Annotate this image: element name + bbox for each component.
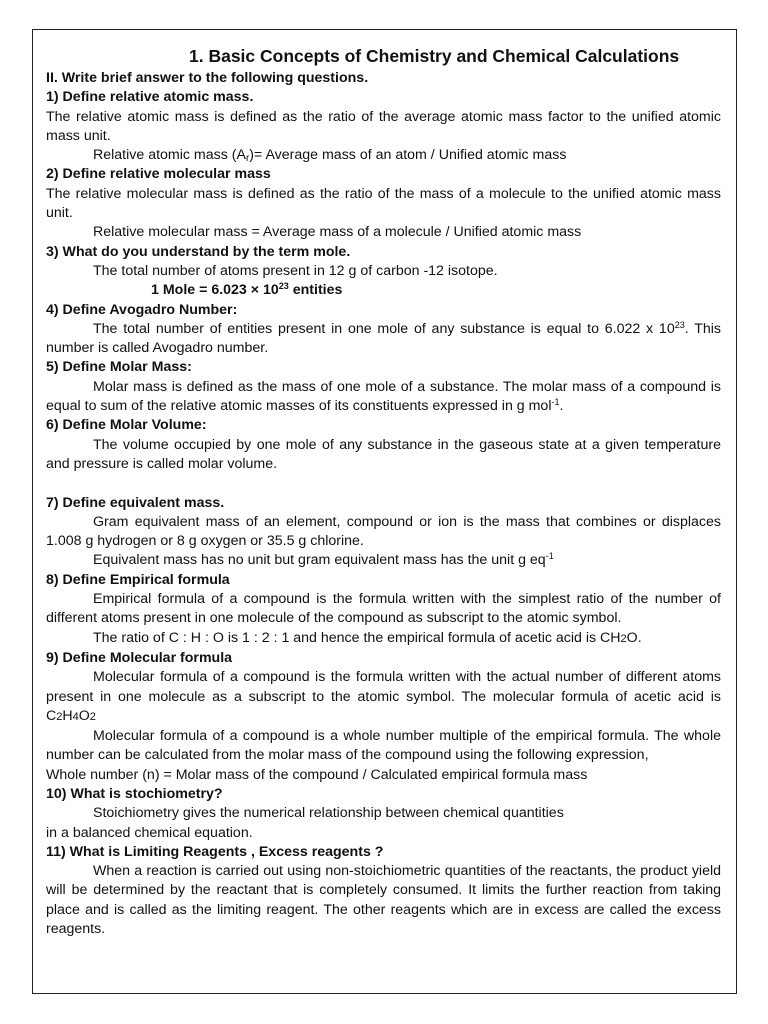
question-5-heading: 5) Define Molar Mass:: [46, 359, 192, 376]
question-11-answer: When a reaction is carried out using non-stoichiometric quantities of the reactants, the product yield will be determined by the reactant that is completely consumed. It limits the further reaction from taking place and is called as the limiting reagent. The other reagents which are in excess are called the excess reagents.: [46, 863, 721, 938]
document-content: [46, 44, 721, 939]
question-10-heading: 10) What is stochiometry?: [46, 785, 223, 802]
question-10-answer-line-2: in a balanced chemical equation.: [46, 824, 253, 841]
question-2-answer: The relative molecular mass is defined as the ratio of the mass of a molecule to the unified atomic mass unit.: [46, 185, 721, 222]
question-9-heading: 9) Define Molecular formula: [46, 649, 233, 666]
question-4-answer: The total number of entities present in one mole of any substance is equal to 6.022 x $10^{23}$. This number is called Avogadro number.: [46, 319, 721, 357]
question-3-mole-formula: 1 Mole = $6.023 \times 10^{23}$ entities: [151, 281, 343, 299]
question-8-answer: Empirical formula of a compound is the formula written with the simplest ratio of the number of different atoms present in one molecule of the compound as subscript to the atomic symbol.: [46, 591, 721, 627]
question-9-answer: Molecular formula of a compound is the formula written with the actual number of different atoms present in one molecule as a subscript to the atomic symbol. The molecular formula of acetic acid is C2H4O2: [46, 669, 721, 724]
question-10-answer-line-1: Stoichiometry gives the numerical relationship between chemical quantities: [93, 805, 564, 822]
section-heading: II. Write brief answer to the following questions.: [46, 70, 369, 86]
question-6-heading: 6) Define Molar Volume:: [46, 417, 207, 434]
question-7-note: Equivalent mass has no unit but gram equivalent mass has the unit g $eq^{-1}$: [93, 551, 554, 569]
question-2-formula: Relative molecular mass = Average mass of a molecule / Unified atomic mass: [93, 224, 582, 241]
question-1-heading: 1) Define relative atomic mass.: [46, 89, 254, 106]
question-4-heading: 4) Define Avogadro Number:: [46, 301, 238, 318]
page-title: 1. Basic Concepts of Chemistry and Chemical Calculations: [189, 46, 680, 66]
question-7-answer: Gram equivalent mass of an element, compound or ion is the mass that combines or displaces 1.008 g hydrogen or 8 g oxygen or 35.5 g chlorine.: [46, 513, 721, 550]
question-7-heading: 7) Define equivalent mass.: [46, 494, 225, 511]
spacer: [46, 474, 721, 493]
question-5-answer: Molar mass is defined as the mass of one mole of a substance. The molar mass of a compound is equal to sum of the relative atomic masses of its constituents expressed in g mol$^{-1}$.: [46, 378, 721, 415]
question-8-heading: 8) Define Empirical formula: [46, 571, 230, 588]
question-8-ratio: The ratio of C : H : O is 1 : 2 : 1 and hence the empirical formula of acetic acid is CH2O.: [93, 629, 642, 646]
question-3-answer: The total number of atoms present in 12 g of carbon -12 isotope.: [93, 262, 498, 279]
question-9-formula: Whole number (n) = Molar mass of the compound / Calculated empirical formula mass: [46, 766, 588, 783]
question-1-answer: The relative atomic mass is defined as the ratio of the average atomic mass factor to the unified atomic mass unit.: [46, 108, 721, 144]
question-2-heading: 2) Define relative molecular mass: [46, 166, 271, 183]
question-3-heading: 3) What do you understand by the term mole.: [46, 243, 351, 260]
question-9-answer-2: Molecular formula of a compound is a whole number multiple of the empirical formula. The whole number can be calculated from the molar mass of the compound using the following expression,: [46, 728, 721, 764]
question-6-answer: The volume occupied by one mole of any substance in the gaseous state at a given temperature and pressure is called molar volume.: [46, 436, 721, 472]
question-11-heading: 11) What is Limiting Reagents , Excess reagents ?: [46, 843, 384, 860]
question-1-formula: Relative atomic mass $(A_r)=$ Average mass of an atom / Unified atomic mass: [93, 147, 567, 165]
